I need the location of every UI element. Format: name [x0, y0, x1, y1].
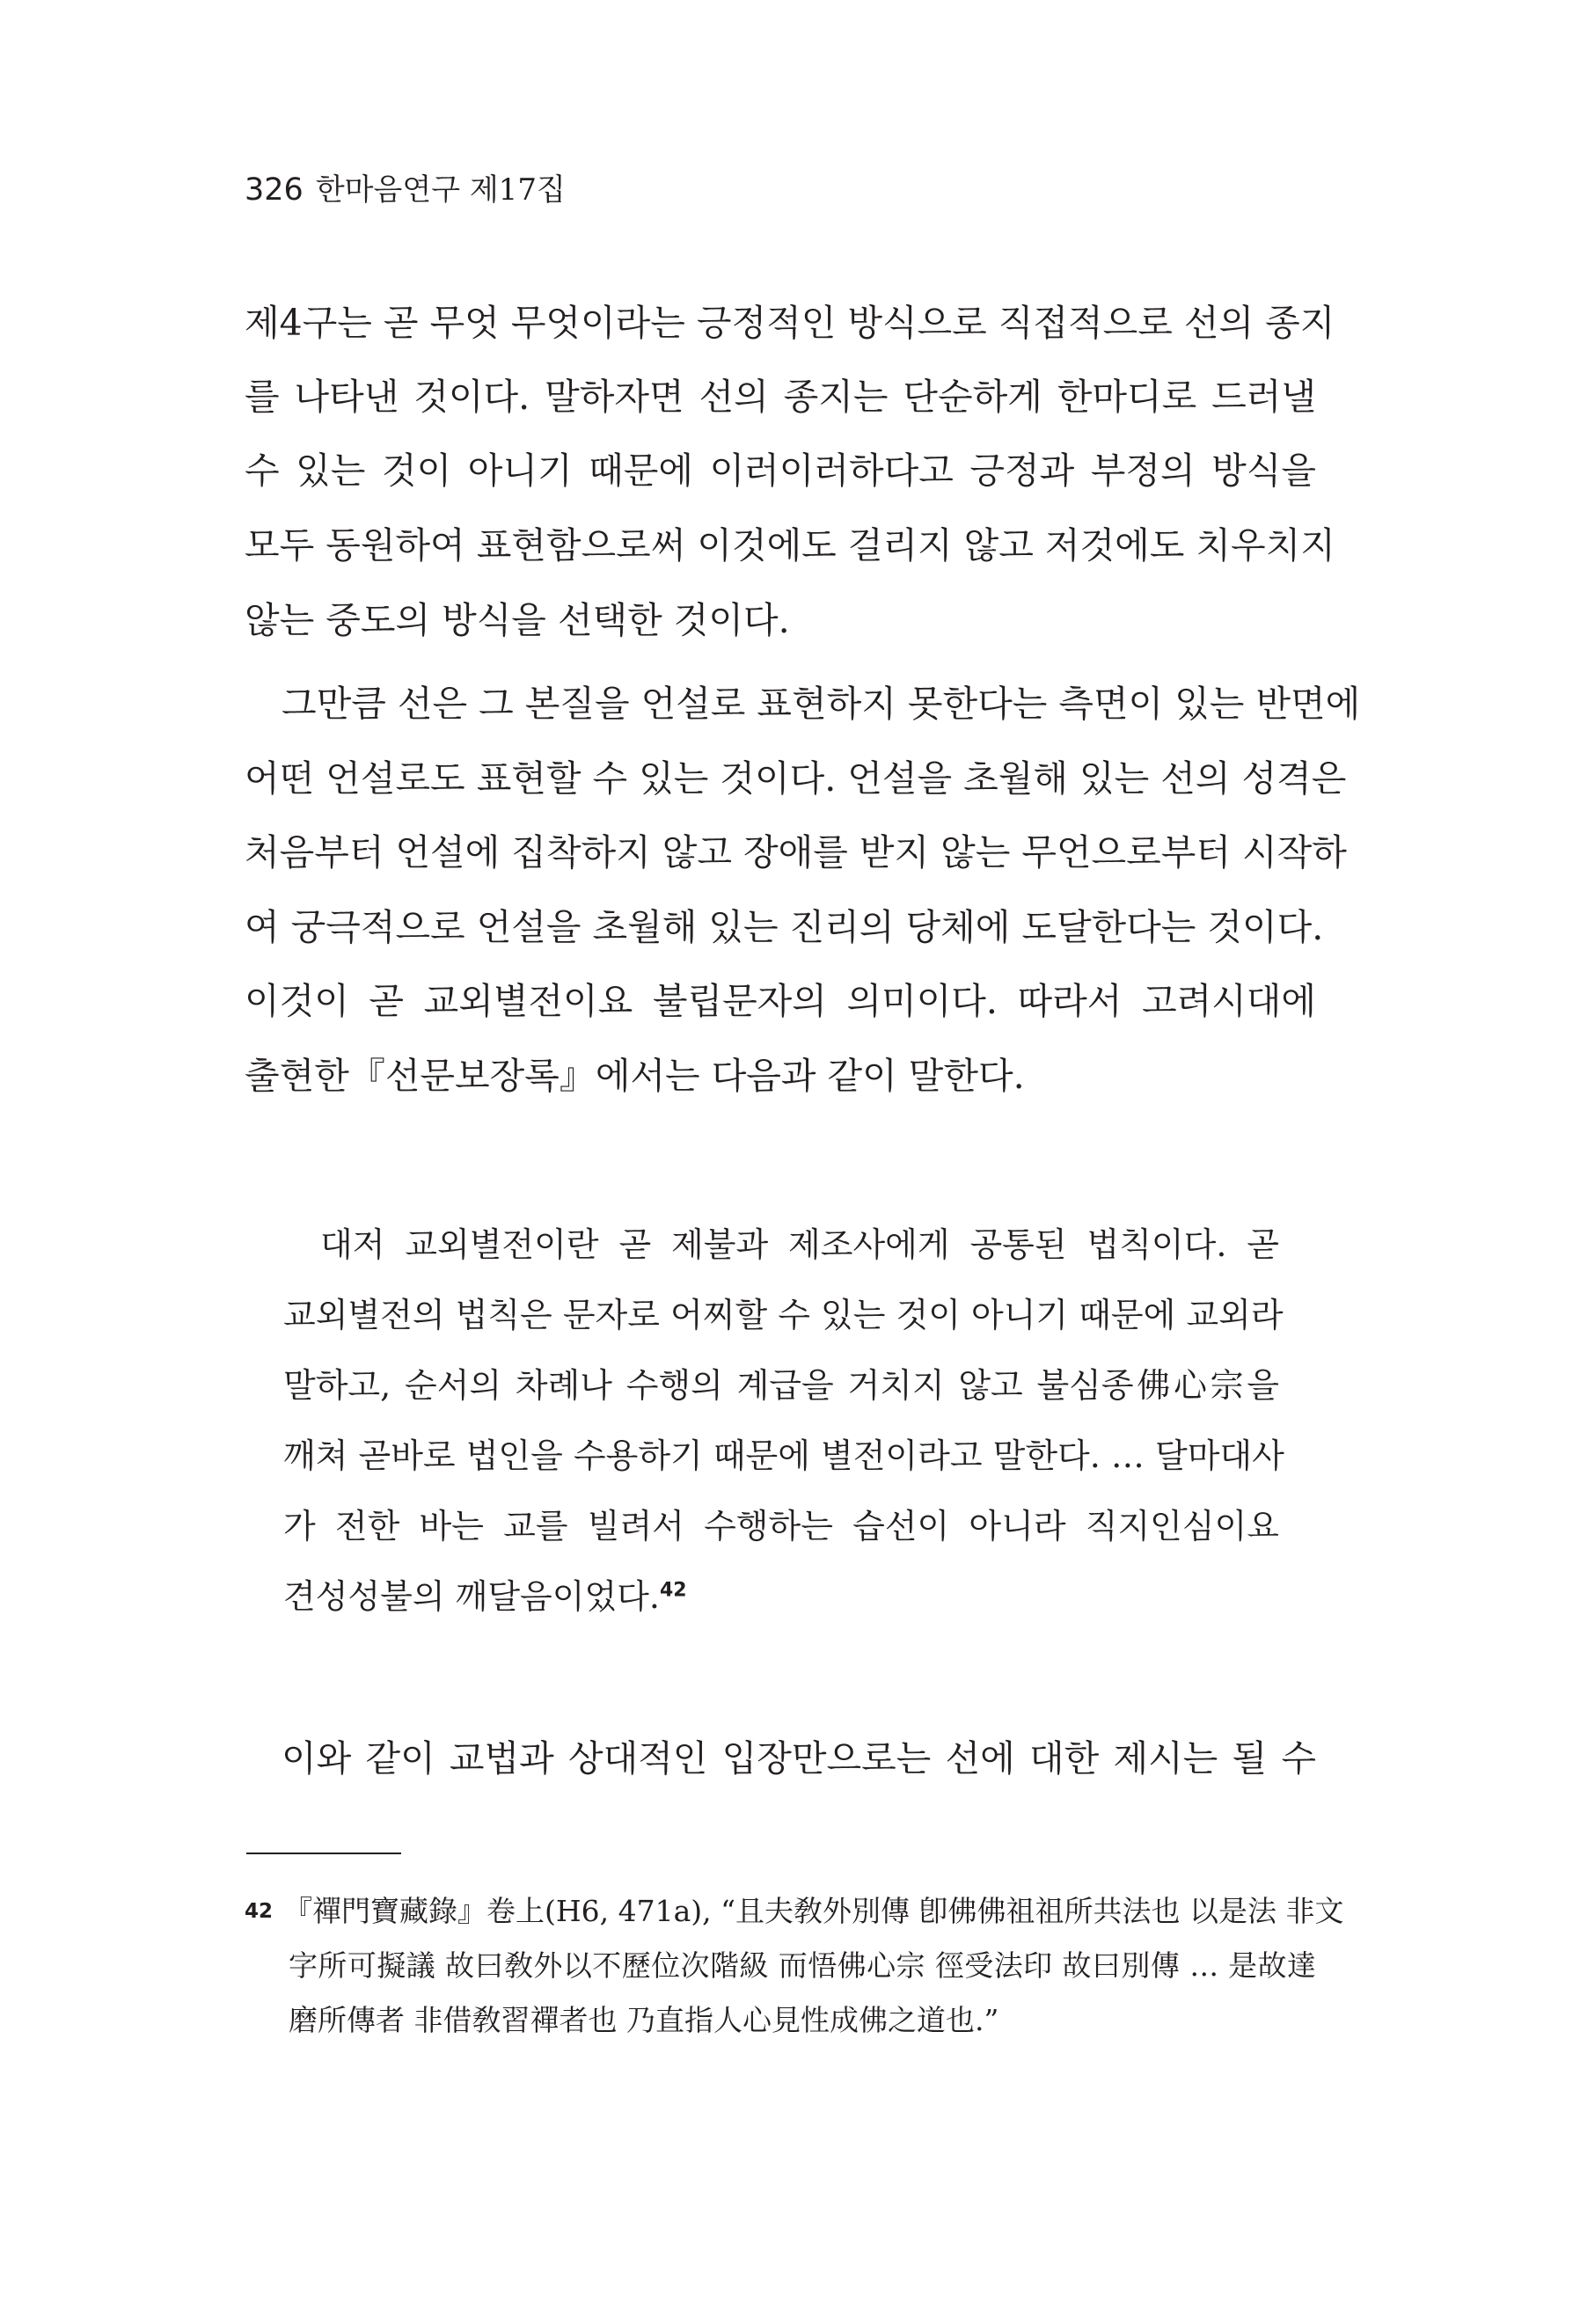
footnote-reference[interactable]: 42: [659, 1579, 687, 1602]
page-number: 326: [245, 172, 304, 208]
paragraph-line: 그만큼 선은 그 본질을 언설로 표현하지 못한다는 측면이 있는 반면에: [282, 683, 1361, 725]
paragraph-line: 를 나타낸 것이다. 말하자면 선의 종지는 단순하게 한마디로 드러낼: [245, 376, 1316, 418]
quote-line: 대저 교외별전이란 곧 제불과 제조사에게 공통된 법칙이다. 곧: [320, 1225, 1279, 1264]
quote-line: [283, 1574, 1279, 1619]
paragraph-line: 처음부터 언설에 집착하지 않고 장애를 받지 않는 무언으로부터 시작하: [245, 831, 1347, 873]
quote-line: 교외별전의 법칙은 문자로 어찌할 수 있는 것이 아니기 때문에 교외라: [283, 1296, 1284, 1334]
quote-line: 말하고, 순서의 차례나 수행의 계급을 거치지 않고 불심종佛心宗을: [283, 1366, 1279, 1405]
footnote-line: 字所可擬議 故曰敎外以不歷位次階級 而悟佛心宗 徑受法印 故曰別傳 … 是故達: [289, 1948, 1316, 1983]
footnote-line: 『禪門寶藏錄』卷上(H6, 471a), “且夫敎外別傳 卽佛佛祖祖所共法也 以是法 非文: [283, 1894, 1344, 1928]
quote-line: 가 전한 바는 교를 빌려서 수행하는 습선이 아니라 직지인심이요: [283, 1507, 1279, 1546]
paragraph-line: 어떤 언설로도 표현할 수 있는 것이다. 언설을 초월해 있는 선의 성격은: [245, 757, 1347, 800]
paragraph-line: 여 궁극적으로 언설을 초월해 있는 진리의 당체에 도달한다는 것이다.: [245, 906, 1324, 948]
paragraph-line: 않는 중도의 방식을 선택한 것이다.: [245, 599, 790, 641]
journal-title: 한마음연구 제17집: [315, 172, 566, 208]
running-header: [245, 172, 566, 208]
quote-line-text: 견성성불의 깨달음이었다.: [283, 1577, 660, 1616]
paragraph-line: 제4구는 곧 무엇 무엇이라는 긍정적인 방식으로 직접적으로 선의 종지: [245, 302, 1335, 344]
paragraph-line: 이것이 곧 교외별전이요 불립문자의 의미이다. 따라서 고려시대에: [245, 980, 1316, 1022]
paragraph-line: 이와 같이 교법과 상대적인 입장만으로는 선에 대한 제시는 될 수: [282, 1737, 1316, 1780]
quote-line: 깨쳐 곧바로 법인을 수용하기 때문에 별전이라고 말한다. … 달마대사: [283, 1436, 1284, 1475]
footnote-number: 42: [245, 1900, 274, 1923]
paragraph-line: 수 있는 것이 아니기 때문에 이러이러하다고 긍정과 부정의 방식을: [245, 449, 1316, 492]
footnote-divider: [246, 1853, 401, 1854]
footnote-line: 磨所傳者 非借敎習禪者也 乃直指人心見性成佛之道也.”: [289, 2003, 999, 2037]
paragraph-line: 출현한『선문보장록』에서는 다음과 같이 말한다.: [245, 1055, 1025, 1097]
paragraph-line: 모두 동원하여 표현함으로써 이것에도 걸리지 않고 저것에도 치우치지: [245, 524, 1335, 566]
